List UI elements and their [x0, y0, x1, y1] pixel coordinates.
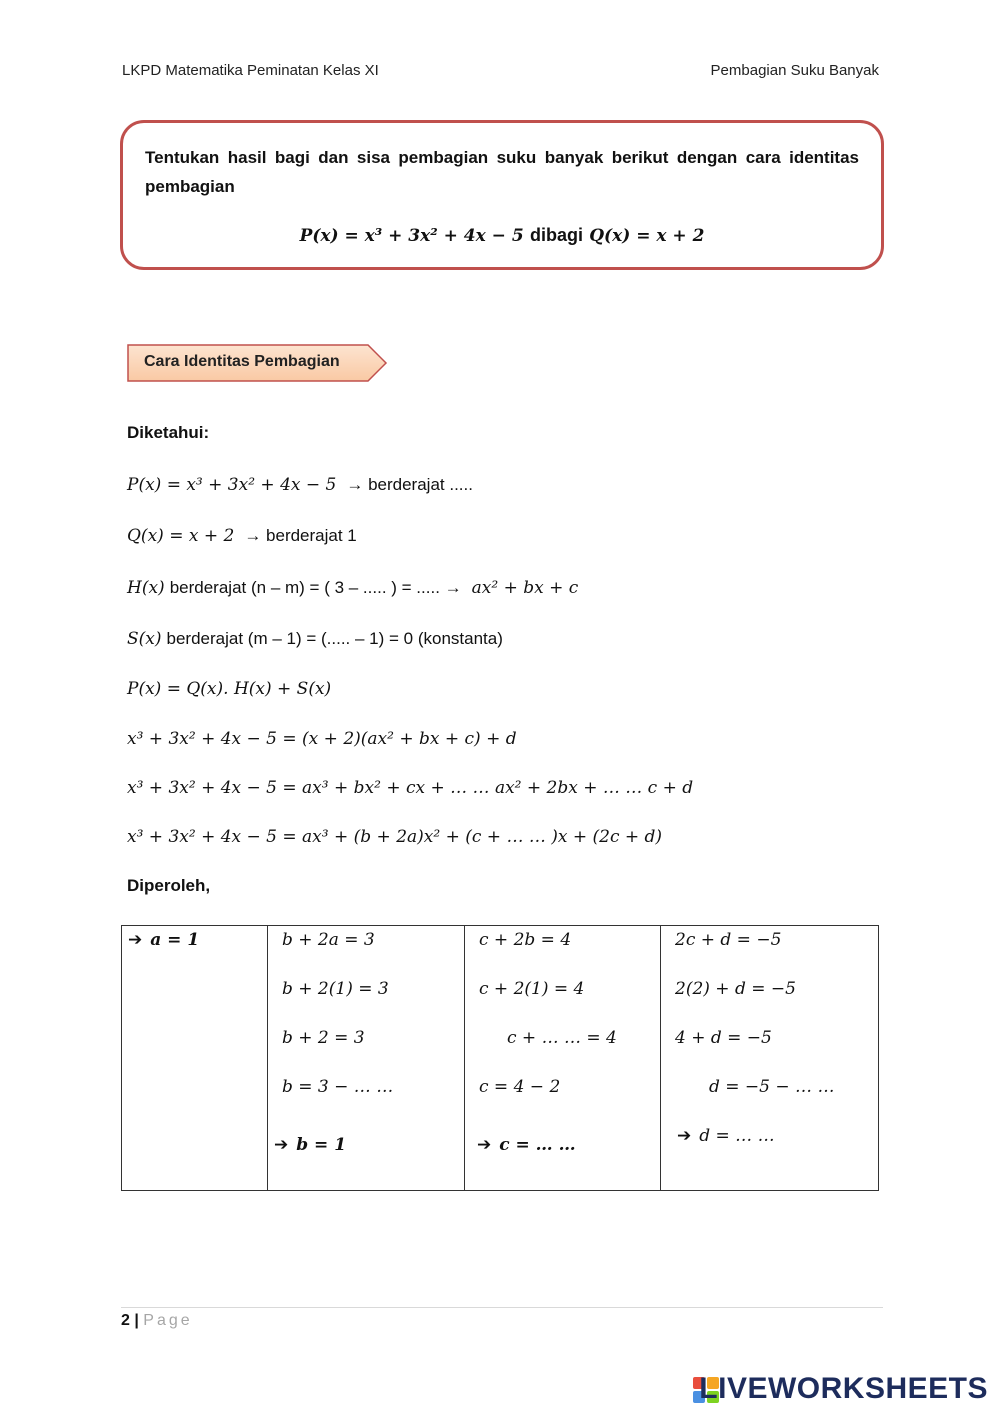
table-c-line3: c + … … = 4 [507, 1028, 617, 1048]
line4-text: berderajat (m – 1) = (..... – 1) = 0 (konstanta) [166, 629, 503, 648]
line4-math: S(x) [127, 629, 162, 649]
section-tag-label: Cara Identitas Pembagian [144, 353, 340, 370]
line2-math: Q(x) = x + 2 [127, 526, 235, 546]
line-expand-2: x³ + 3x² + 4x − 5 = ax³ + bx² + cx + … … ax² + 2bx + … … c + d [127, 778, 694, 798]
arrow-icon: ➔ [677, 1126, 692, 1146]
result-table [121, 925, 879, 1191]
table-d-result-value: d = … … [699, 1126, 775, 1146]
header-right: Pembagian Suku Banyak [710, 62, 879, 79]
table-cell-a [122, 926, 268, 1191]
line3-text: berderajat (n – m) = ( 3 – ..... ) = ..... → [169, 578, 462, 597]
table-b-line3: b + 2 = 3 [282, 1028, 365, 1048]
line2-text: → berderajat 1 [244, 526, 357, 545]
line-identity: P(x) = Q(x). H(x) + S(x) [127, 679, 332, 699]
footer-separator: | [134, 1312, 139, 1329]
page-footer [121, 1312, 193, 1330]
arrow-icon: ➔ [128, 930, 143, 950]
brand-wordmark: LIVEWORKSHEETS [699, 1372, 988, 1405]
line-h-degree [127, 577, 578, 598]
table-c-line2: c + 2(1) = 4 [479, 979, 585, 999]
section-tag [126, 343, 388, 383]
table-d-line4: d = −5 − … … [709, 1077, 835, 1097]
table-cell-c [465, 926, 661, 1191]
header-left: LKPD Matematika Peminatan Kelas XI [122, 62, 379, 79]
table-c-result-value: c = … … [499, 1135, 576, 1155]
line-expand-3: x³ + 3x² + 4x − 5 = ax³ + (b + 2a)x² + (c + … … )x + (2c + d) [127, 827, 663, 847]
line-s-degree [127, 628, 503, 649]
line1-math: P(x) = x³ + 3x² + 4x − 5 [127, 475, 337, 495]
table-c-line1: c + 2b = 4 [479, 930, 572, 950]
table-b-result [274, 1135, 346, 1155]
table-b-line2: b + 2(1) = 3 [282, 979, 389, 999]
table-d-line2: 2(2) + d = −5 [675, 979, 796, 999]
task-eq-mid: dibagi [529, 225, 583, 245]
table-d-result [677, 1126, 775, 1146]
page-label: Page [143, 1312, 193, 1329]
line-q-degree [127, 525, 357, 546]
table-c-result [477, 1135, 576, 1155]
task-instruction: Tentukan hasil bagi dan sisa pembagian suku banyak berikut dengan cara identitas pembagian [145, 148, 859, 196]
table-a-value: a = 1 [150, 930, 200, 950]
line3-math: H(x) [127, 578, 165, 598]
table-b-line4: b = 3 − … … [282, 1077, 394, 1097]
result-label: Diperoleh, [127, 876, 211, 895]
table-b-result-value: b = 1 [296, 1135, 347, 1155]
task-equation [123, 225, 881, 246]
table-c-line4: c = 4 − 2 [479, 1077, 561, 1097]
arrow-icon: ➔ [274, 1135, 289, 1155]
line-p-degree [127, 474, 473, 495]
task-box [120, 120, 884, 270]
table-b-line1: b + 2a = 3 [282, 930, 375, 950]
arrow-icon: ➔ [477, 1135, 492, 1155]
table-cell-d [661, 926, 879, 1191]
table-a-line [128, 930, 199, 950]
page-number: 2 [121, 1312, 130, 1329]
line-expand-1: x³ + 3x² + 4x − 5 = (x + 2)(ax² + bx + c) + d [127, 729, 517, 749]
line3-math2: ax² + bx + c [471, 578, 579, 598]
known-label: Diketahui: [127, 423, 210, 442]
line1-text: → berderajat ..... [346, 475, 473, 494]
table-cell-b [268, 926, 465, 1191]
footer-divider [121, 1307, 883, 1308]
table-d-line1: 2c + d = −5 [675, 930, 782, 950]
task-eq-right: Q(x) = x + 2 [589, 226, 705, 246]
table-d-line3: 4 + d = −5 [675, 1028, 772, 1048]
task-eq-left: P(x) = x³ + 3x² + 4x − 5 [299, 226, 524, 246]
